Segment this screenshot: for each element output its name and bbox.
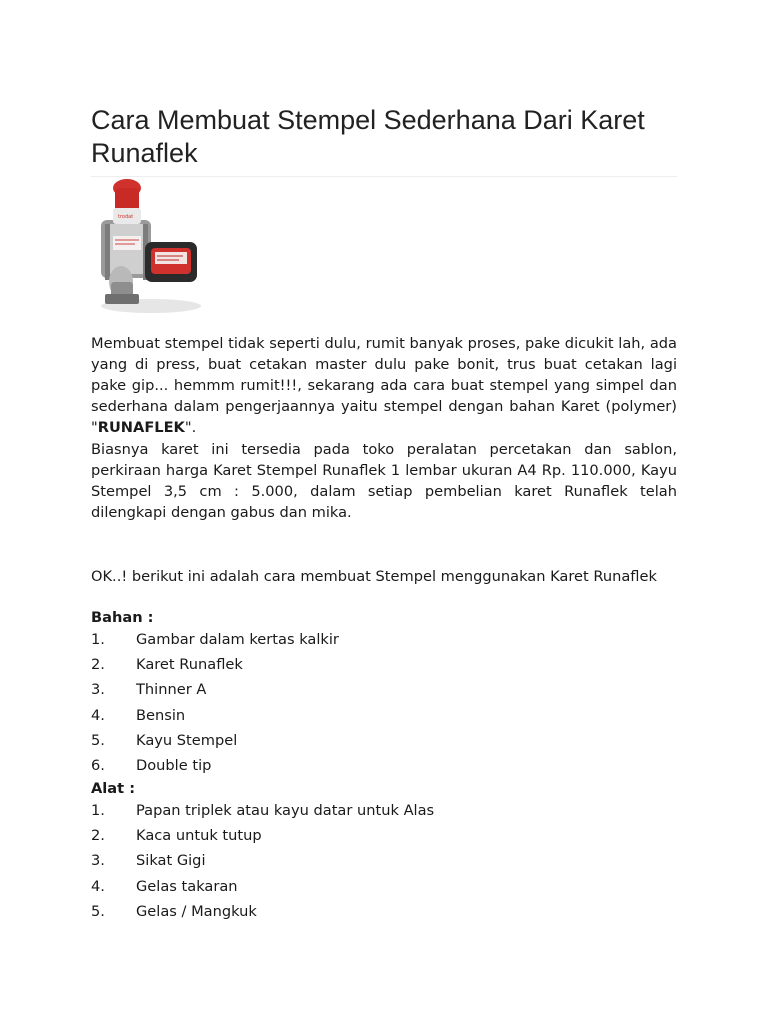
document-title: Cara Membuat Stempel Sederhana Dari Karet Runaflek — [91, 105, 645, 168]
stamp-brand-text: trodat — [118, 214, 134, 220]
list-text: Gelas / Mangkuk — [136, 902, 257, 920]
list-number: 3. — [91, 852, 105, 870]
list-text: Gelas takaran — [136, 877, 238, 895]
list-item — [91, 850, 677, 875]
bahan-heading: Bahan : — [91, 609, 154, 626]
list-number: 2. — [91, 827, 105, 845]
intro-text-start: Membuat stempel tidak seperti dulu, rumit banyak proses, pake dicukit lah, ada yang di press, buat cetakan master dulu pake bonit, trus buat cetakan lagi pake gip... hemmm rumit!!!, sekarang ada cara buat stempel yang simpel dan sederhana dalam pengerjaannya yaitu stempel dengan bahan Karet (polymer) " — [91, 335, 677, 436]
bahan-list — [91, 629, 677, 780]
list-text: Papan triplek atau kayu datar untuk Alas — [136, 802, 435, 819]
list-item — [91, 825, 677, 850]
list-item — [91, 730, 677, 755]
steps-intro-paragraph: OK..! berikut ini adalah cara membuat Stempel menggunakan Karet Runaflek — [91, 568, 657, 585]
list-number: 1. — [91, 631, 105, 648]
stamp-product-image — [91, 178, 203, 320]
list-item — [91, 876, 677, 901]
runaflek-bold-text: RUNAFLEK — [97, 419, 185, 436]
list-text: Gambar dalam kertas kalkir — [136, 631, 339, 648]
list-text: Double tip — [136, 756, 212, 774]
title-divider — [91, 176, 677, 177]
list-text: Kaca untuk tutup — [136, 827, 262, 845]
list-text: Kayu Stempel — [136, 731, 238, 749]
intro-text-end: ". — [184, 419, 197, 436]
list-item — [91, 629, 677, 654]
list-item — [91, 901, 677, 926]
list-number: 3. — [91, 681, 105, 699]
list-text: Karet Runaflek — [136, 656, 243, 674]
list-number: 1. — [91, 802, 105, 819]
intro-paragraph — [91, 333, 677, 438]
list-item — [91, 705, 677, 730]
list-number: 4. — [91, 877, 105, 895]
alat-heading: Alat : — [91, 780, 136, 797]
list-item — [91, 800, 677, 825]
price-paragraph: Biasnya karet ini tersedia pada toko peralatan percetakan dan sablon, perkiraan harga Karet Stempel Runaflek 1 lembar ukuran A4 Rp. 110.000, Kayu Stempel 3,5 cm : 5.000, dalam setiap pembelian karet Runaflek telah dilengkapi dengan gabus dan mika. — [91, 441, 677, 521]
list-item — [91, 755, 677, 780]
list-item — [91, 679, 677, 704]
list-number: 4. — [91, 706, 105, 724]
list-item — [91, 654, 677, 679]
alat-list — [91, 800, 677, 926]
list-number: 2. — [91, 656, 105, 674]
list-text: Bensin — [136, 706, 186, 724]
list-number: 5. — [91, 902, 105, 920]
list-text: Thinner A — [136, 681, 207, 699]
list-number: 6. — [91, 756, 105, 774]
list-number: 5. — [91, 731, 105, 749]
list-text: Sikat Gigi — [136, 852, 206, 870]
